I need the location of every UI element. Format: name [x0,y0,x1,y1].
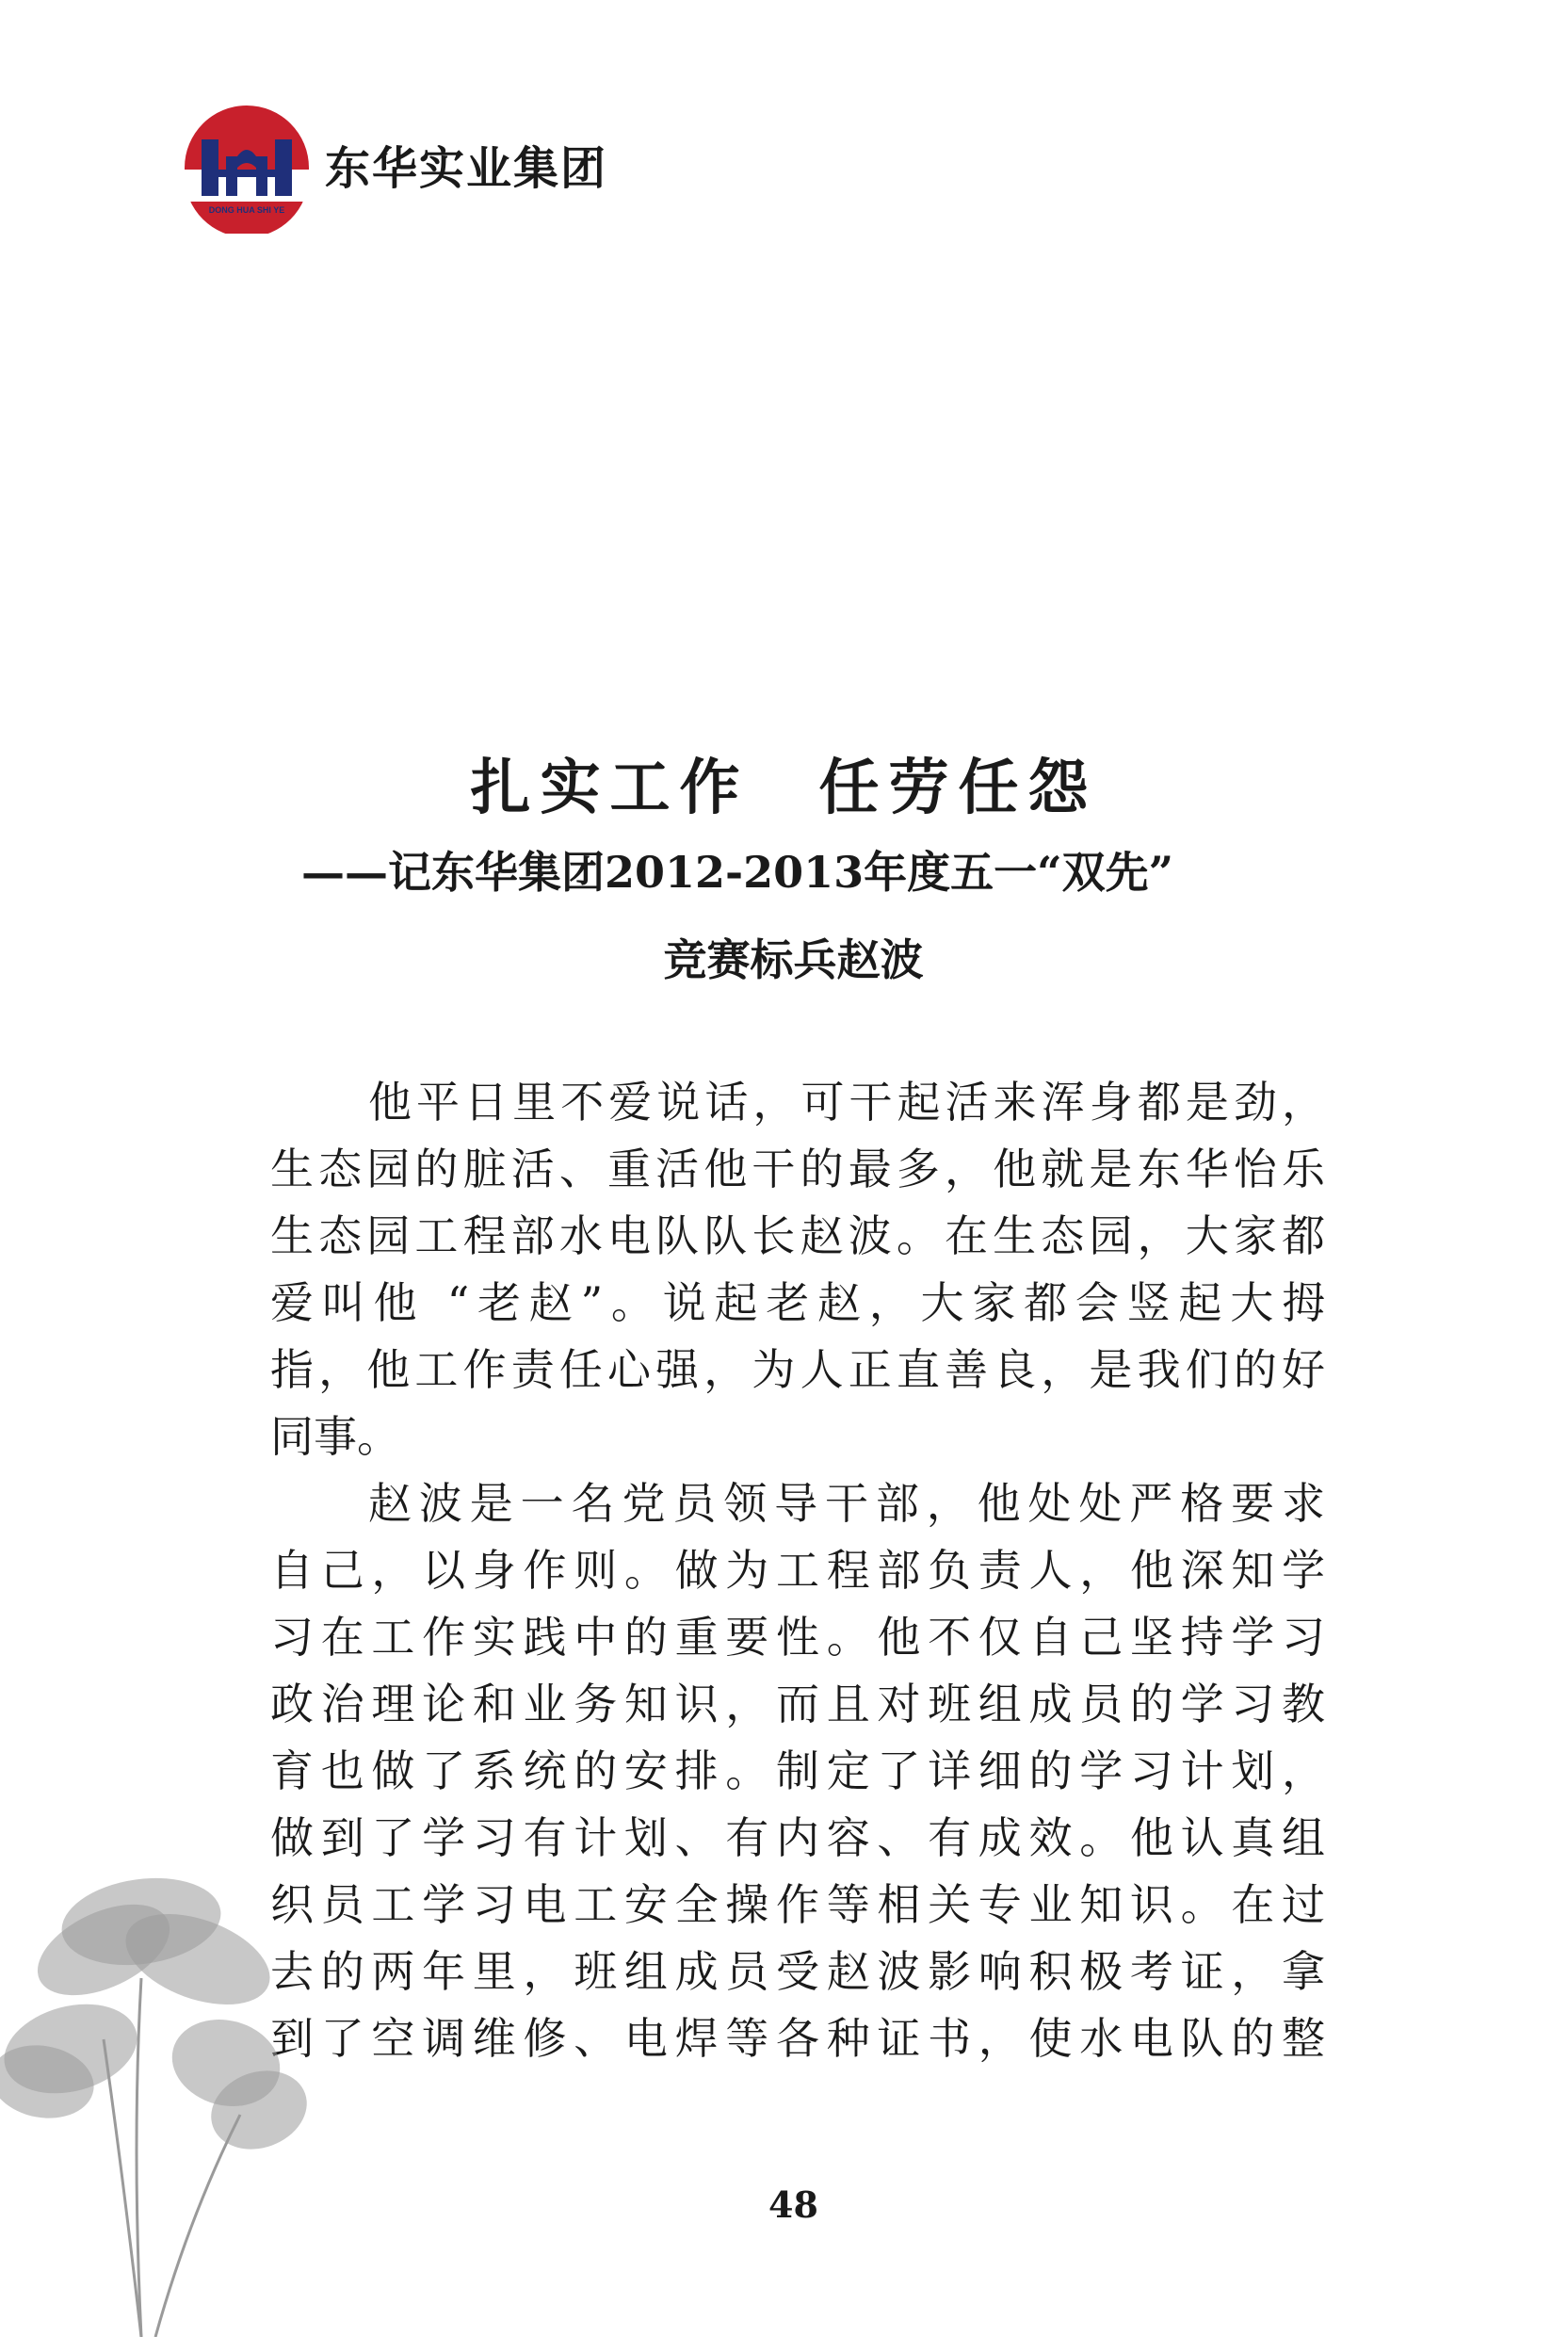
paragraph-2 [270,1470,1325,2072]
text-line: 自己，以身作则。做为工程部负责人，他深知学 [270,1545,1325,1596]
text-line: 赵波是一名党员领导干部，他处处严格要求 [368,1478,1325,1529]
article-subtitle-line-1: ——记东华集团2012-2013年度五一“双先” [301,847,1174,898]
decorative-flowers [0,1860,320,2337]
text-line: 同事。 [270,1411,400,1462]
text-line: 做到了学习有计划、有内容、有成效。他认真组 [270,1812,1325,1863]
company-logo [181,102,313,234]
article-title: 扎实工作 任劳任怨 [470,753,1098,823]
organization-name: 东华实业集团 [325,142,608,195]
paragraph-1 [270,1069,1325,1470]
text-line: 他平日里不爱说话，可干起活来浑身都是劲， [368,1077,1325,1128]
text-line: 爱叫他 “老赵”。说起老赵，大家都会竖起大拇 [270,1277,1325,1328]
page-number: 48 [768,2183,818,2226]
text-line: 去的两年里，班组成员受赵波影响积极考证，拿 [270,1946,1325,1997]
text-line: 到了空调维修、电焊等各种证书，使水电队的整 [270,2013,1325,2064]
article-subtitle-line-2: 竞赛标兵赵波 [663,934,924,985]
text-line: 生态园的脏活、重活他干的最多，他就是东华怡乐 [270,1144,1325,1194]
text-line: 指，他工作责任心强，为人正直善良，是我们的好 [270,1344,1325,1395]
article-body [270,1069,1325,2072]
text-line: 育也做了系统的安排。制定了详细的学习计划， [270,1745,1325,1796]
text-line: 生态园工程部水电队队长赵波。在生态园，大家都 [270,1210,1325,1261]
logo-text: DONG HUA SHI YE [208,205,285,215]
text-line: 织员工学习电工安全操作等相关专业知识。在过 [270,1879,1325,1930]
text-line: 习在工作实践中的重要性。他不仅自己坚持学习 [270,1612,1325,1663]
text-line: 政治理论和业务知识，而且对班组成员的学习教 [270,1679,1325,1729]
